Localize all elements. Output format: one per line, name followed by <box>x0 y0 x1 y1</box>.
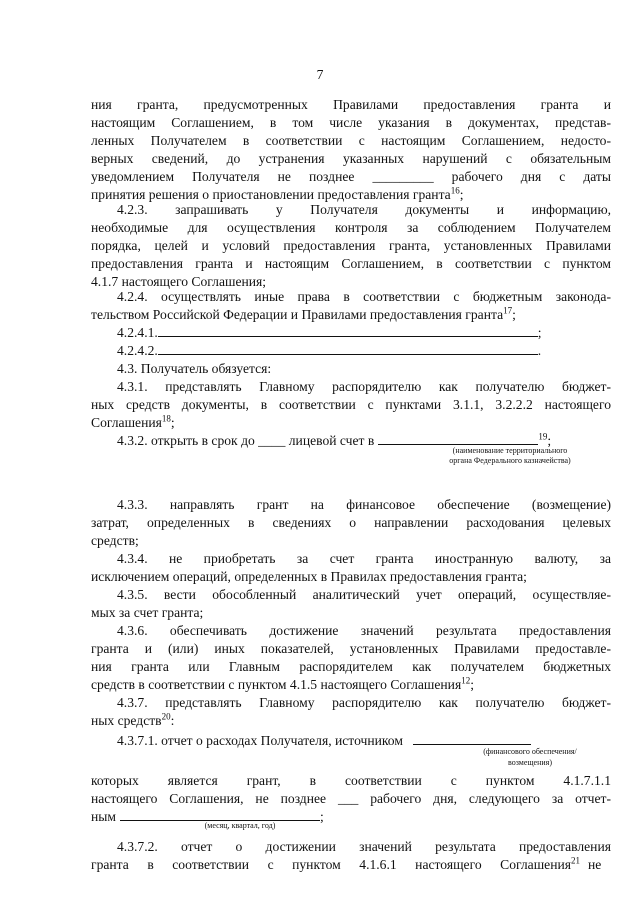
field-caption: органа Федерального казначейства) <box>449 456 571 465</box>
text-line: 4.1.7 настоящего Соглашения; <box>91 274 267 289</box>
text-line: ния гранта, предусмотренных Правилами предоставления гранта и <box>91 97 611 112</box>
text-line: гранта и (или) иных показателей, установленных Правилами предоставле- <box>91 641 611 656</box>
text-line: 4.2.4. осуществлять иные права в соответствии с бюджетным законода- <box>117 289 611 304</box>
text-line: Соглашения$^{18}$; <box>91 413 175 430</box>
text-line: предоставления гранта и настоящим Соглашением, в соответствии с пунктом <box>91 256 611 271</box>
text-line: 4.3.7.2. отчет о достижении значений результата предоставления <box>117 839 611 854</box>
text-line: 4.3.3. направлять грант на финансовое обеспечение (возмещение) <box>117 497 611 512</box>
text-line: настоящего Соглашения, не позднее ___ рабочего дня, следующего за отчет- <box>91 791 611 806</box>
fill-line <box>378 432 538 445</box>
fill-line <box>413 732 531 745</box>
text-line: уведомлением Получателя не позднее _________ рабочего дня с даты <box>91 169 611 184</box>
text-line: принятия решения о приостановлении предоставления гранта$^{16}$; <box>91 185 464 202</box>
text-line: порядка, целей и условий предоставления гранта, установленных Правилами <box>91 238 611 253</box>
text-line: 4.2.4.2. . <box>117 343 542 358</box>
field-caption: (месяц, квартал, год) <box>204 821 276 830</box>
footnote-ref: 20 <box>161 711 171 722</box>
footnote-ref: 16 <box>450 185 460 196</box>
text-line: ния гранта или Главным распорядителем как получателем бюджетных <box>91 659 611 674</box>
field-caption: возмещения) <box>508 758 552 767</box>
fill-line <box>120 808 320 821</box>
text-line: 4.3.7.1. отчет о расходах Получателя, источником <box>117 732 637 750</box>
text-line: средств в соответствии с пунктом 4.1.5 настоящего Соглашения$^{12}$; <box>91 675 474 692</box>
text-line: 4.3.6. обеспечивать достижение значений результата предоставления <box>117 623 611 638</box>
text-line: ных средств$^{20}$: <box>91 711 175 728</box>
footnote-ref: 17 <box>503 305 513 316</box>
text-line: средств; <box>91 533 139 548</box>
text-line: 4.3.4. не приобретать за счет гранта иностранную валюту, за <box>117 551 611 566</box>
text-line: ным ; <box>91 809 324 824</box>
text-line: гранта в соответствии с пунктом 4.1.6.1 настоящего Соглашения$^{21}$ не <box>91 855 602 872</box>
text-line: 4.2.3. запрашивать у Получателя документы и информацию, <box>117 202 611 217</box>
text-line: необходимые для осуществления контроля за соблюдением Получателем <box>91 220 611 235</box>
text-line: исключением операций, определенных в Правилах предоставления гранта; <box>91 569 527 584</box>
footnote-ref: 12 <box>461 675 471 686</box>
text-line: 4.3.5. вести обособленный аналитический учет операций, осуществляе- <box>117 587 611 602</box>
field-caption: (финансового обеспечения/ <box>483 747 577 756</box>
footnote-ref: 18 <box>161 413 171 424</box>
text-line: тельством Российской Федерации и Правилами предоставления гранта$^{17}$; <box>91 305 516 322</box>
text-line: 4.3.2. открыть в срок до ____ лицевой счет в $^{19}$; <box>117 431 552 448</box>
text-line: 4.3.1. представлять Главному распорядителю как получателю бюджет- <box>117 379 611 394</box>
fill-line <box>158 324 538 337</box>
text-line: 4.2.4.1. ; <box>117 325 542 340</box>
footnote-ref: 21 <box>571 855 580 866</box>
text-line: 4.3. Получатель обязуется: <box>117 361 272 376</box>
text-line: ленных Получателем в соответствии с настоящим Соглашением, недосто- <box>91 133 611 148</box>
text-line: мых за счет гранта; <box>91 605 204 620</box>
text-line: 4.3.7. представлять Главному распорядителю как получателю бюджет- <box>117 695 611 710</box>
text-line: ных средств документы, в соответствии с пунктами 3.1.1, 3.2.2.2 настоящего <box>91 397 611 412</box>
text-line: затрат, определенных в сведениях о направлении расходования целевых <box>91 515 611 530</box>
text-line: которых является грант, в соответствии с пунктом 4.1.7.1.1 <box>91 773 611 788</box>
text-line: верных сведений, до устранения указанных нарушений с обязательным <box>91 151 611 166</box>
fill-line <box>158 342 538 355</box>
text-line: настоящим Соглашением, в том числе указания в документах, представ- <box>91 115 611 130</box>
page-number: 7 <box>316 67 324 82</box>
footnote-ref: 19 <box>538 431 548 442</box>
field-caption: (наименование территориального <box>452 446 568 455</box>
